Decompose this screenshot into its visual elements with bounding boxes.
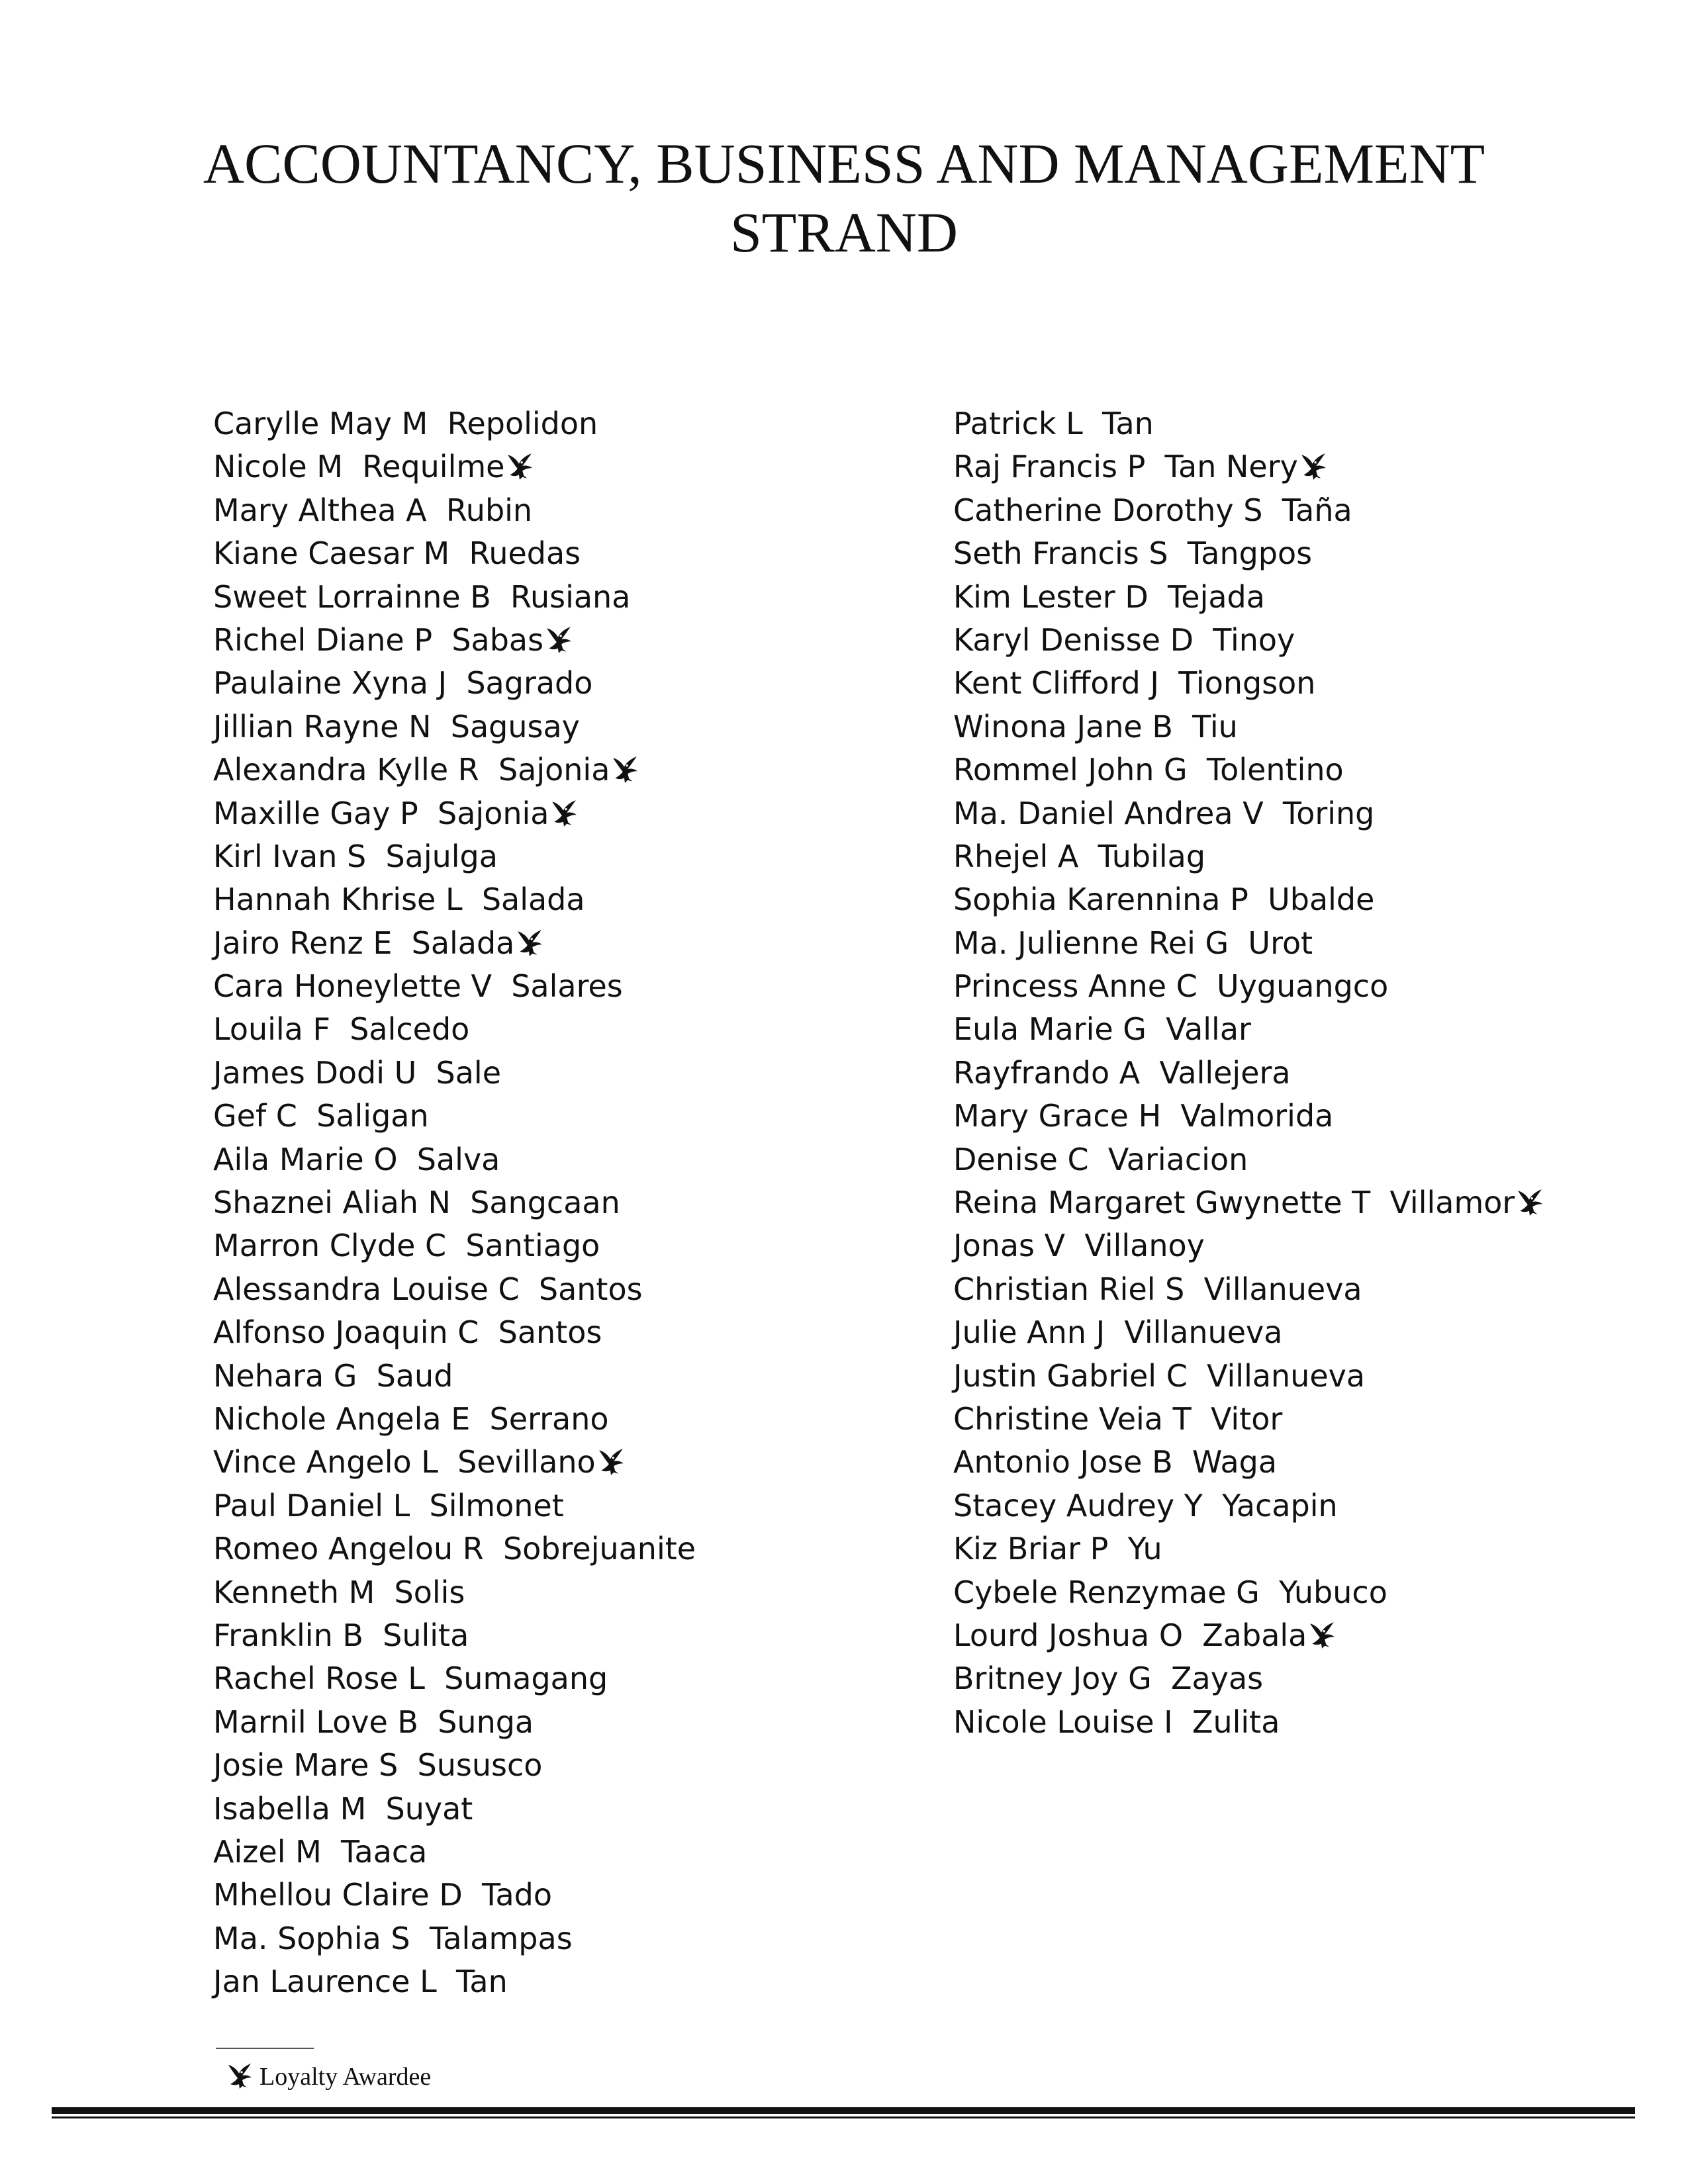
list-item bbox=[953, 1398, 1544, 1441]
person-name: Alessandra Louise C Santos bbox=[213, 1271, 643, 1307]
list-item bbox=[953, 878, 1544, 921]
list-item bbox=[953, 965, 1544, 1008]
person-name: Eula Marie G Vallar bbox=[953, 1011, 1251, 1048]
person-name: Kirl Ivan S Sajulga bbox=[213, 838, 498, 874]
person-name: Jillian Rayne N Sagusay bbox=[213, 708, 580, 745]
person-name: Reina Margaret Gwynette T Villamor bbox=[953, 1185, 1515, 1221]
list-item bbox=[953, 1181, 1544, 1224]
list-item bbox=[213, 532, 696, 575]
list-item bbox=[213, 1527, 696, 1570]
person-name: Seth Francis S Tangpos bbox=[953, 535, 1313, 572]
footnote-label: Loyalty Awardee bbox=[259, 2063, 432, 2091]
person-name: Christian Riel S Villanueva bbox=[953, 1271, 1362, 1307]
eagle-icon bbox=[1308, 1621, 1336, 1650]
page-title-line-2: STRAND bbox=[729, 201, 959, 264]
list-item bbox=[213, 1268, 696, 1311]
list-item bbox=[213, 1484, 696, 1527]
bottom-double-rule bbox=[52, 2107, 1635, 2119]
person-name: Isabella M Suyat bbox=[213, 1790, 473, 1827]
list-item bbox=[213, 1398, 696, 1441]
person-name: Aizel M Taaca bbox=[213, 1833, 428, 1870]
person-name: Mary Grace H Valmorida bbox=[953, 1098, 1334, 1134]
list-item bbox=[213, 1095, 696, 1138]
list-item bbox=[213, 835, 696, 878]
person-name: Kiz Briar P Yu bbox=[953, 1531, 1162, 1567]
person-name: Denise C Variacion bbox=[953, 1141, 1248, 1177]
person-name: Catherine Dorothy S Taña bbox=[953, 492, 1352, 528]
person-name: Franklin B Sulita bbox=[213, 1617, 469, 1653]
list-item bbox=[953, 532, 1544, 575]
person-name: Gef C Saligan bbox=[213, 1098, 429, 1134]
list-item bbox=[953, 1355, 1544, 1398]
person-name: Raj Francis P Tan Nery bbox=[953, 449, 1298, 485]
list-item bbox=[953, 1701, 1544, 1744]
list-item bbox=[213, 619, 696, 662]
list-item bbox=[213, 1657, 696, 1700]
list-item bbox=[213, 402, 696, 445]
person-name: Karyl Denisse D Tinoy bbox=[953, 621, 1295, 658]
list-item bbox=[953, 1095, 1544, 1138]
person-name: Rommel John G Tolentino bbox=[953, 752, 1344, 788]
person-name: Patrick L Tan bbox=[953, 406, 1154, 441]
person-name: Mary Althea A Rubin bbox=[213, 492, 533, 528]
list-item bbox=[953, 1571, 1544, 1614]
list-item bbox=[953, 749, 1544, 792]
person-name: Richel Diane P Sabas bbox=[213, 621, 544, 658]
person-name: Marnil Love B Sunga bbox=[213, 1704, 534, 1740]
person-name: Winona Jane B Tiu bbox=[953, 708, 1238, 745]
person-name: Ma. Daniel Andrea V Toring bbox=[953, 795, 1375, 831]
person-name: Aila Marie O Salva bbox=[213, 1141, 500, 1177]
list-item bbox=[213, 576, 696, 619]
name-list-left bbox=[213, 402, 696, 2003]
list-item bbox=[213, 965, 696, 1008]
person-name: Rhejel A Tubilag bbox=[953, 838, 1206, 874]
list-item bbox=[213, 1831, 696, 1874]
list-item bbox=[953, 1008, 1544, 1051]
list-item bbox=[213, 749, 696, 792]
list-item bbox=[953, 619, 1544, 662]
person-name: Kiane Caesar M Ruedas bbox=[213, 535, 581, 572]
list-item bbox=[953, 576, 1544, 619]
list-item bbox=[953, 835, 1544, 878]
person-name: Julie Ann J Villanueva bbox=[953, 1314, 1283, 1351]
person-name: Justin Gabriel C Villanueva bbox=[953, 1357, 1366, 1394]
person-name: Hannah Khrise L Salada bbox=[213, 882, 585, 918]
list-item bbox=[953, 1138, 1544, 1181]
person-name: Cybele Renzymae G Yubuco bbox=[953, 1574, 1387, 1610]
person-name: Sophia Karennina P Ubalde bbox=[953, 882, 1375, 918]
list-item bbox=[213, 705, 696, 749]
list-item bbox=[213, 1138, 696, 1181]
list-item bbox=[213, 878, 696, 921]
person-name: Jan Laurence L Tan bbox=[213, 1964, 508, 2000]
person-name: Nichole Angela E Serrano bbox=[213, 1400, 609, 1437]
person-name: Paulaine Xyna J Sagrado bbox=[213, 665, 593, 702]
list-item bbox=[953, 1441, 1544, 1484]
list-item bbox=[213, 489, 696, 532]
person-name: Nehara G Saud bbox=[213, 1357, 453, 1394]
list-item bbox=[213, 1614, 696, 1657]
person-name: Kent Clifford J Tiongson bbox=[953, 665, 1316, 702]
list-item bbox=[213, 1744, 696, 1787]
list-item bbox=[213, 662, 696, 705]
list-item bbox=[953, 445, 1544, 488]
person-name: Nicole M Requilme bbox=[213, 449, 505, 485]
person-name: Princess Anne C Uyguangco bbox=[953, 968, 1389, 1005]
list-item bbox=[213, 1311, 696, 1354]
eagle-icon bbox=[1299, 452, 1327, 481]
person-name: Alexandra Kylle R Sajonia bbox=[213, 752, 610, 788]
person-name: Rayfrando A Vallejera bbox=[953, 1054, 1291, 1091]
list-item bbox=[953, 1268, 1544, 1311]
eagle-icon bbox=[597, 1447, 625, 1477]
list-item bbox=[213, 1441, 696, 1484]
list-item bbox=[213, 792, 696, 835]
list-item bbox=[213, 1701, 696, 1744]
bottom-rule-thin bbox=[52, 2116, 1635, 2118]
person-name: Britney Joy G Zayas bbox=[953, 1661, 1264, 1697]
list-item bbox=[213, 1224, 696, 1267]
eagle-icon bbox=[506, 452, 534, 481]
eagle-icon bbox=[545, 625, 573, 655]
list-item bbox=[213, 1874, 696, 1917]
list-item bbox=[953, 662, 1544, 705]
list-item bbox=[953, 1052, 1544, 1095]
person-name: Vince Angelo L Sevillano bbox=[213, 1444, 596, 1480]
bottom-rule-thick bbox=[52, 2107, 1635, 2114]
list-item bbox=[213, 1571, 696, 1614]
person-name: Antonio Jose B Waga bbox=[953, 1444, 1278, 1480]
list-item bbox=[213, 1052, 696, 1095]
person-name: Jairo Renz E Salada bbox=[213, 925, 515, 961]
person-name: Kenneth M Solis bbox=[213, 1574, 465, 1610]
page-title bbox=[0, 129, 1688, 267]
eagle-icon bbox=[226, 2062, 253, 2090]
name-list-right bbox=[953, 402, 1544, 1744]
list-item bbox=[953, 1311, 1544, 1354]
person-name: Alfonso Joaquin C Santos bbox=[213, 1314, 602, 1351]
list-item bbox=[213, 445, 696, 488]
footnote-legend bbox=[226, 2060, 431, 2094]
person-name: Marron Clyde C Santiago bbox=[213, 1228, 600, 1264]
person-name: Kim Lester D Tejada bbox=[953, 578, 1265, 615]
person-name: Josie Mare S Sususco bbox=[213, 1747, 543, 1784]
list-item bbox=[213, 1008, 696, 1051]
eagle-icon bbox=[550, 799, 578, 828]
person-name: Paul Daniel L Silmonet bbox=[213, 1487, 564, 1524]
list-item bbox=[953, 922, 1544, 965]
person-name: Shaznei Aliah N Sangcaan bbox=[213, 1185, 620, 1221]
list-item bbox=[953, 489, 1544, 532]
list-item bbox=[953, 1224, 1544, 1267]
list-item bbox=[953, 792, 1544, 835]
list-item bbox=[953, 1657, 1544, 1700]
person-name: Cara Honeylette V Salares bbox=[213, 968, 623, 1005]
person-name: Maxille Gay P Sajonia bbox=[213, 795, 549, 831]
list-item bbox=[953, 1527, 1544, 1570]
person-name: Carylle May M Repolidon bbox=[213, 406, 598, 441]
list-item bbox=[953, 1484, 1544, 1527]
list-item bbox=[213, 1355, 696, 1398]
person-name: Stacey Audrey Y Yacapin bbox=[953, 1487, 1338, 1524]
person-name: Mhellou Claire D Tado bbox=[213, 1877, 552, 1913]
person-name: Christine Veia T Vitor bbox=[953, 1400, 1283, 1437]
eagle-icon bbox=[611, 755, 639, 784]
person-name: Ma. Sophia S Talampas bbox=[213, 1920, 573, 1956]
person-name: Lourd Joshua O Zabala bbox=[953, 1617, 1307, 1653]
eagle-icon bbox=[516, 929, 543, 958]
person-name: Jonas V Villanoy bbox=[953, 1228, 1205, 1264]
page-title-line-1: ACCOUNTANCY, BUSINESS AND MANAGEMENT bbox=[203, 132, 1485, 195]
person-name: Romeo Angelou R Sobrejuanite bbox=[213, 1531, 696, 1567]
person-name: Louila F Salcedo bbox=[213, 1011, 470, 1048]
list-item bbox=[213, 1960, 696, 2003]
person-name: Nicole Louise I Zulita bbox=[953, 1704, 1280, 1740]
footnote-divider bbox=[216, 2048, 314, 2049]
list-item bbox=[953, 705, 1544, 749]
list-item bbox=[213, 922, 696, 965]
person-name: Ma. Julienne Rei G Urot bbox=[953, 925, 1313, 961]
person-name: James Dodi U Sale bbox=[213, 1054, 502, 1091]
list-item bbox=[213, 1181, 696, 1224]
list-item bbox=[213, 1788, 696, 1831]
person-name: Rachel Rose L Sumagang bbox=[213, 1661, 608, 1697]
list-item bbox=[953, 402, 1544, 445]
list-item bbox=[953, 1614, 1544, 1657]
eagle-icon bbox=[1516, 1188, 1544, 1217]
list-item bbox=[213, 1917, 696, 1960]
person-name: Sweet Lorrainne B Rusiana bbox=[213, 578, 631, 615]
